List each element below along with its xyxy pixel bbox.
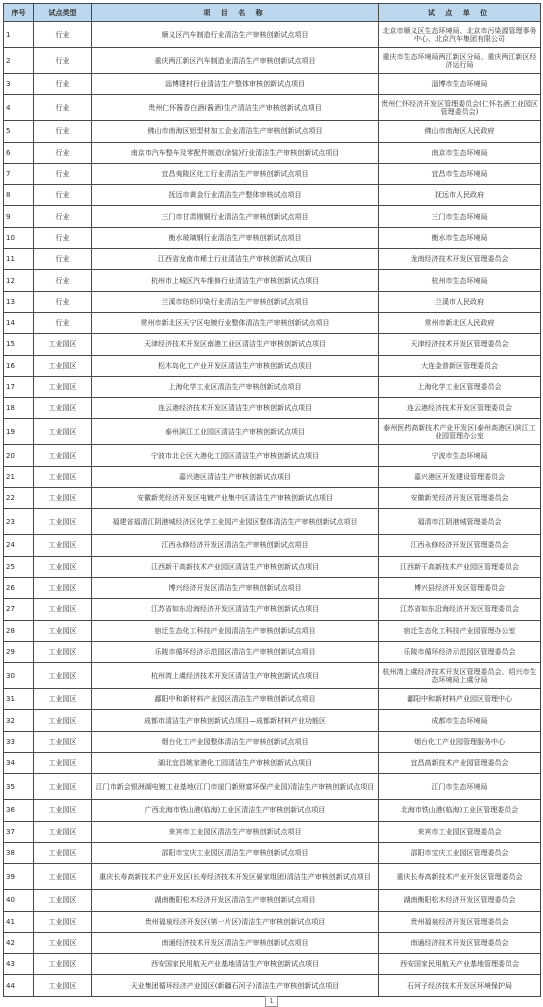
row-project: 博兴经济开发区清洁生产审核创新试点项目 bbox=[92, 577, 379, 598]
table-row bbox=[4, 753, 541, 774]
table-row bbox=[4, 355, 541, 376]
row-project: 江苏省如东沿海经济开发区清洁生产审核创新试点项目 bbox=[92, 599, 379, 620]
row-project: 连云港经济技术开发区清洁生产审核创新试点项目 bbox=[92, 398, 379, 419]
table-row bbox=[4, 419, 541, 445]
row-project: 安徽新芜经济开发区电镀产业集中区清洁生产审核创新试点项目 bbox=[92, 488, 379, 509]
row-type: 工业园区 bbox=[34, 710, 92, 731]
row-type: 行业 bbox=[34, 312, 92, 333]
row-project: 重庆长寿高新技术产业开发区(长寿经济技术开发区晏家组团)清洁生产审核创新试点项目 bbox=[92, 864, 379, 890]
table-row bbox=[4, 270, 541, 291]
header-type: 试点类型 bbox=[34, 4, 92, 22]
row-project: 福建省福清江阴港城经济区化学工业园产业园区整体清洁生产审核创新试点项目 bbox=[92, 509, 379, 535]
row-seq: 5 bbox=[4, 121, 34, 142]
row-type: 工业园区 bbox=[34, 864, 92, 890]
row-type: 工业园区 bbox=[34, 641, 92, 662]
row-type: 行业 bbox=[34, 95, 92, 121]
table-row bbox=[4, 620, 541, 641]
row-type: 工业园区 bbox=[34, 911, 92, 932]
row-seq: 20 bbox=[4, 445, 34, 466]
row-seq: 7 bbox=[4, 163, 34, 184]
table-row bbox=[4, 121, 541, 142]
row-unit: 江西永修经济开发区管理委员会 bbox=[379, 535, 541, 556]
table-row bbox=[4, 599, 541, 620]
table-row bbox=[4, 842, 541, 863]
table-row bbox=[4, 227, 541, 248]
row-unit: 衡水市生态环境局 bbox=[379, 227, 541, 248]
row-seq: 32 bbox=[4, 710, 34, 731]
row-unit: 江苏省如东沿海经济开发区管理委员会 bbox=[379, 599, 541, 620]
table-row bbox=[4, 689, 541, 710]
row-unit: 宁波市生态环境局 bbox=[379, 445, 541, 466]
row-project: 宿迁生态化工科技产业园清洁生产审核创新试点项目 bbox=[92, 620, 379, 641]
table-row bbox=[4, 577, 541, 598]
row-unit: 常州市新北区人民政府 bbox=[379, 312, 541, 333]
table-row bbox=[4, 864, 541, 890]
row-unit: 北海市铁山港(临海)工业区管理委员会 bbox=[379, 800, 541, 821]
row-seq: 33 bbox=[4, 731, 34, 752]
row-type: 行业 bbox=[34, 163, 92, 184]
pilot-project-table bbox=[3, 3, 541, 997]
table-row bbox=[4, 185, 541, 206]
row-seq: 6 bbox=[4, 142, 34, 163]
row-type: 工业园区 bbox=[34, 954, 92, 975]
row-seq: 44 bbox=[4, 975, 34, 996]
row-unit: 佛山市南海区人民政府 bbox=[379, 121, 541, 142]
table-row bbox=[4, 911, 541, 932]
row-unit: 宿迁生态化工科技产业园管理办公室 bbox=[379, 620, 541, 641]
table-row bbox=[4, 710, 541, 731]
row-project: 三门市甘肃刚铜行业清洁生产审核创新试点项目 bbox=[92, 206, 379, 227]
row-type: 工业园区 bbox=[34, 488, 92, 509]
row-project: 湖南衡阳松木经济开发区清洁生产审核创新试点项目 bbox=[92, 890, 379, 911]
row-project: 宁波市北仑区大港化工园区清洁生产审核创新试点项目 bbox=[92, 445, 379, 466]
table-row bbox=[4, 466, 541, 487]
row-project: 鄱阳中和新材料产业园区清洁生产审核创新试点项目 bbox=[92, 689, 379, 710]
row-type: 工业园区 bbox=[34, 376, 92, 397]
row-project: 天津经济技术开发区南港工业区清洁生产审核创新试点项目 bbox=[92, 334, 379, 355]
row-project: 南通经济技术开发区清洁生产审核创新试点项目 bbox=[92, 932, 379, 953]
table-row bbox=[4, 398, 541, 419]
row-unit: 泰州医药高新技术产业开发区(泰州高港区)滨江工业园管理办公室 bbox=[379, 419, 541, 445]
row-unit: 重庆长寿高新技术产业开发区管理委员会 bbox=[379, 864, 541, 890]
table-row bbox=[4, 376, 541, 397]
table-row bbox=[4, 249, 541, 270]
row-seq: 18 bbox=[4, 398, 34, 419]
row-unit: 博兴县经济开发区管理委员会 bbox=[379, 577, 541, 598]
row-seq: 25 bbox=[4, 556, 34, 577]
row-type: 行业 bbox=[34, 206, 92, 227]
row-project: 天业集团循环经济产业园区(新疆石河子)清洁生产审核创新试点项目 bbox=[92, 975, 379, 996]
row-unit: 南通经济技术开发区管理委员会 bbox=[379, 932, 541, 953]
row-unit: 上海化学工业区管理委员会 bbox=[379, 376, 541, 397]
table-row bbox=[4, 206, 541, 227]
row-project: 泰州滨江工业园区清洁生产审核创新试点项目 bbox=[92, 419, 379, 445]
row-type: 工业园区 bbox=[34, 535, 92, 556]
row-seq: 40 bbox=[4, 890, 34, 911]
row-seq: 2 bbox=[4, 48, 34, 74]
row-type: 行业 bbox=[34, 48, 92, 74]
row-unit: 邵阳市宝庆工业园区管理委员会 bbox=[379, 842, 541, 863]
row-project: 杭州市上城区汽车维修行业清洁生产审核创新试点项目 bbox=[92, 270, 379, 291]
row-unit: 连云港经济技术开发区管理委员会 bbox=[379, 398, 541, 419]
row-type: 工业园区 bbox=[34, 975, 92, 996]
row-unit: 江门市生态环境局 bbox=[379, 774, 541, 800]
header-project: 项 目 名 称 bbox=[92, 4, 379, 22]
row-seq: 1 bbox=[4, 22, 34, 48]
row-type: 工业园区 bbox=[34, 445, 92, 466]
row-seq: 16 bbox=[4, 355, 34, 376]
table-row bbox=[4, 509, 541, 535]
row-project: 衡水玻璃钢行业清洁生产审核创新试点项目 bbox=[92, 227, 379, 248]
row-project: 上海化学工业区清洁生产审核创新试点项目 bbox=[92, 376, 379, 397]
pilot-project-list bbox=[3, 3, 540, 997]
row-unit: 抚远市人民政府 bbox=[379, 185, 541, 206]
row-unit: 西安国家民用航天产业基地管理委员会 bbox=[379, 954, 541, 975]
row-unit: 大连金普新区管理委员会 bbox=[379, 355, 541, 376]
row-project: 顺义区汽车制造行业清洁生产审核创新试点项目 bbox=[92, 22, 379, 48]
row-type: 工业园区 bbox=[34, 556, 92, 577]
row-seq: 12 bbox=[4, 270, 34, 291]
row-type: 工业园区 bbox=[34, 753, 92, 774]
row-unit: 贵州福泉经济开发区管理委员会 bbox=[379, 911, 541, 932]
row-unit: 宜昌高新技术产业园管理委员会 bbox=[379, 753, 541, 774]
table-row bbox=[4, 142, 541, 163]
row-unit: 淄博市生态环境局 bbox=[379, 74, 541, 95]
row-project: 佛山市南海区铝型材加工企业清洁生产审核创新试点项目 bbox=[92, 121, 379, 142]
row-type: 工业园区 bbox=[34, 334, 92, 355]
row-project: 江西新干高新技术产业园区清洁生产审核创新试点项目 bbox=[92, 556, 379, 577]
row-seq: 4 bbox=[4, 95, 34, 121]
header-seq: 序号 bbox=[4, 4, 34, 22]
table-row bbox=[4, 22, 541, 48]
row-type: 工业园区 bbox=[34, 419, 92, 445]
row-seq: 14 bbox=[4, 312, 34, 333]
table-row bbox=[4, 731, 541, 752]
table-row bbox=[4, 821, 541, 842]
table-row bbox=[4, 488, 541, 509]
row-project: 烟台化工产业园整体清洁生产审核创新试点项目 bbox=[92, 731, 379, 752]
row-project: 兰溪市纺织印染行业清洁生产审核创新试点项目 bbox=[92, 291, 379, 312]
row-unit: 烟台化工产业园管理服务中心 bbox=[379, 731, 541, 752]
row-seq: 9 bbox=[4, 206, 34, 227]
row-unit: 宜昌市生态环境局 bbox=[379, 163, 541, 184]
row-seq: 37 bbox=[4, 821, 34, 842]
table-row bbox=[4, 445, 541, 466]
row-project: 广西北海市铁山港(临海)工业区清洁生产审核创新试点项目 bbox=[92, 800, 379, 821]
row-unit: 石河子经济技术开发区环境保护局 bbox=[379, 975, 541, 996]
row-project: 乐陵市循环经济示范园区清洁生产审核创新试点项目 bbox=[92, 641, 379, 662]
row-project: 重庆两江新区汽车制造业清洁生产审核创新试点项目 bbox=[92, 48, 379, 74]
row-project: 常州市新北区天宁区电镀行业整体清洁生产审核创新试点项目 bbox=[92, 312, 379, 333]
row-type: 行业 bbox=[34, 270, 92, 291]
row-type: 工业园区 bbox=[34, 620, 92, 641]
row-project: 成都市清洁生产审核创新试点项目—成都新材料产业功能区 bbox=[92, 710, 379, 731]
row-seq: 41 bbox=[4, 911, 34, 932]
row-seq: 36 bbox=[4, 800, 34, 821]
row-seq: 8 bbox=[4, 185, 34, 206]
header-unit: 试 点 单 位 bbox=[379, 4, 541, 22]
row-unit: 嘉兴港区开发建设管理委员会 bbox=[379, 466, 541, 487]
row-unit: 三门市生态环境局 bbox=[379, 206, 541, 227]
table-row bbox=[4, 291, 541, 312]
row-seq: 39 bbox=[4, 864, 34, 890]
page-number: 1 bbox=[265, 996, 277, 1007]
table-row bbox=[4, 48, 541, 74]
row-type: 工业园区 bbox=[34, 466, 92, 487]
row-project: 江西省龙南市稀土行业清洁生产审核创新试点项目 bbox=[92, 249, 379, 270]
row-type: 行业 bbox=[34, 249, 92, 270]
row-project: 淄博建材行业清洁生产整体审核创新试点项目 bbox=[92, 74, 379, 95]
row-seq: 29 bbox=[4, 641, 34, 662]
table-row bbox=[4, 774, 541, 800]
row-seq: 3 bbox=[4, 74, 34, 95]
page-footer bbox=[0, 988, 543, 1005]
row-seq: 15 bbox=[4, 334, 34, 355]
row-unit: 重庆市生态环境局两江新区分局、重庆两江新区经济运行局 bbox=[379, 48, 541, 74]
row-seq: 13 bbox=[4, 291, 34, 312]
row-unit: 鄱阳中和新材料产业园区管理中心 bbox=[379, 689, 541, 710]
row-type: 工业园区 bbox=[34, 663, 92, 689]
row-unit: 龙南经济技术开发区管理委员会 bbox=[379, 249, 541, 270]
row-unit: 江西新干高新技术产业园区管理委员会 bbox=[379, 556, 541, 577]
row-unit: 福清市江阴港城管理委员会 bbox=[379, 509, 541, 535]
row-type: 行业 bbox=[34, 227, 92, 248]
row-seq: 10 bbox=[4, 227, 34, 248]
row-seq: 24 bbox=[4, 535, 34, 556]
row-project: 江门市新会银洲湖电镀工业基地(江门市崖门新财富环保产业园)清洁生产审核创新试点项目 bbox=[92, 774, 379, 800]
row-unit: 乐陵市循环经济示范园区管理委员会 bbox=[379, 641, 541, 662]
row-type: 工业园区 bbox=[34, 774, 92, 800]
table-row bbox=[4, 74, 541, 95]
row-type: 工业园区 bbox=[34, 577, 92, 598]
table-row bbox=[4, 641, 541, 662]
row-project: 贵州仁怀酱香白酒(酱酒)生产清洁生产审核创新试点项目 bbox=[92, 95, 379, 121]
table-row bbox=[4, 556, 541, 577]
row-seq: 19 bbox=[4, 419, 34, 445]
row-type: 工业园区 bbox=[34, 821, 92, 842]
row-seq: 43 bbox=[4, 954, 34, 975]
table-row bbox=[4, 163, 541, 184]
table-row bbox=[4, 95, 541, 121]
row-seq: 11 bbox=[4, 249, 34, 270]
table-row bbox=[4, 954, 541, 975]
row-type: 工业园区 bbox=[34, 509, 92, 535]
row-seq: 28 bbox=[4, 620, 34, 641]
table-row bbox=[4, 334, 541, 355]
row-type: 工业园区 bbox=[34, 731, 92, 752]
row-seq: 42 bbox=[4, 932, 34, 953]
row-type: 工业园区 bbox=[34, 800, 92, 821]
row-seq: 38 bbox=[4, 842, 34, 863]
row-unit: 湖南衡阳松木经济开发区管理委员会 bbox=[379, 890, 541, 911]
row-type: 工业园区 bbox=[34, 842, 92, 863]
row-project: 江西永修经济开发区清洁生产审核创新试点项目 bbox=[92, 535, 379, 556]
row-project: 抚远市黄金行业清洁生产整体审核试点项目 bbox=[92, 185, 379, 206]
row-type: 行业 bbox=[34, 121, 92, 142]
row-seq: 23 bbox=[4, 509, 34, 535]
row-seq: 30 bbox=[4, 663, 34, 689]
row-unit: 来宾市工业园区管理委员会 bbox=[379, 821, 541, 842]
row-type: 行业 bbox=[34, 74, 92, 95]
row-project: 贵州福泉经济开发区(第一片区)清洁生产审核创新试点项目 bbox=[92, 911, 379, 932]
row-unit: 南京市生态环境局 bbox=[379, 142, 541, 163]
row-type: 行业 bbox=[34, 185, 92, 206]
row-seq: 27 bbox=[4, 599, 34, 620]
table-row bbox=[4, 890, 541, 911]
row-seq: 31 bbox=[4, 689, 34, 710]
table-row bbox=[4, 535, 541, 556]
table-body bbox=[4, 22, 541, 997]
row-project: 南京市汽车整车及零配件制造(涂装)行业清洁生产审核创新试点项目 bbox=[92, 142, 379, 163]
row-project: 西安国家民用航天产业基地清洁生产审核创新试点项目 bbox=[92, 954, 379, 975]
table-row bbox=[4, 932, 541, 953]
table-header-row bbox=[4, 4, 541, 22]
row-unit: 成都市生态环境局 bbox=[379, 710, 541, 731]
row-project: 松木岛化工产业开发区清洁生产审核创新试点项目 bbox=[92, 355, 379, 376]
table-row bbox=[4, 312, 541, 333]
row-project: 邵阳市宝庆工业园区清洁生产审核创新试点项目 bbox=[92, 842, 379, 863]
row-type: 工业园区 bbox=[34, 890, 92, 911]
row-project: 湖北宜昌姚家港化工园清洁生产审核创新试点项目 bbox=[92, 753, 379, 774]
table-row bbox=[4, 663, 541, 689]
row-type: 行业 bbox=[34, 142, 92, 163]
row-type: 工业园区 bbox=[34, 932, 92, 953]
row-unit: 兰溪市人民政府 bbox=[379, 291, 541, 312]
row-unit: 杭州湾上虞经济技术开发区管理委员会、绍兴市生态环境局上虞分局 bbox=[379, 663, 541, 689]
row-seq: 34 bbox=[4, 753, 34, 774]
row-unit: 安徽新芜经济开发区管理委员会 bbox=[379, 488, 541, 509]
row-unit: 杭州市生态环境局 bbox=[379, 270, 541, 291]
row-seq: 21 bbox=[4, 466, 34, 487]
row-project: 杭州湾上虞经济技术开发区清洁生产审核创新试点项目 bbox=[92, 663, 379, 689]
row-project: 嘉兴港区清洁生产审核创新试点项目 bbox=[92, 466, 379, 487]
row-project: 宜昌夷陵区化工行业清洁生产审核创新试点项目 bbox=[92, 163, 379, 184]
row-type: 行业 bbox=[34, 291, 92, 312]
row-type: 工业园区 bbox=[34, 355, 92, 376]
row-seq: 22 bbox=[4, 488, 34, 509]
row-unit: 北京市顺义区生态环境局、北京市污染源管理事务中心、北京汽车集团有限公司 bbox=[379, 22, 541, 48]
row-seq: 26 bbox=[4, 577, 34, 598]
row-seq: 17 bbox=[4, 376, 34, 397]
row-unit: 贵州仁怀经济开发区管理委员会(仁怀名酒工业园区管理委员会) bbox=[379, 95, 541, 121]
row-type: 行业 bbox=[34, 22, 92, 48]
row-project: 来宾市工业园区清洁生产审核创新试点项目 bbox=[92, 821, 379, 842]
row-type: 工业园区 bbox=[34, 689, 92, 710]
row-seq: 35 bbox=[4, 774, 34, 800]
row-type: 工业园区 bbox=[34, 599, 92, 620]
row-type: 工业园区 bbox=[34, 398, 92, 419]
row-unit: 天津经济技术开发区管理委员会 bbox=[379, 334, 541, 355]
table-row bbox=[4, 800, 541, 821]
